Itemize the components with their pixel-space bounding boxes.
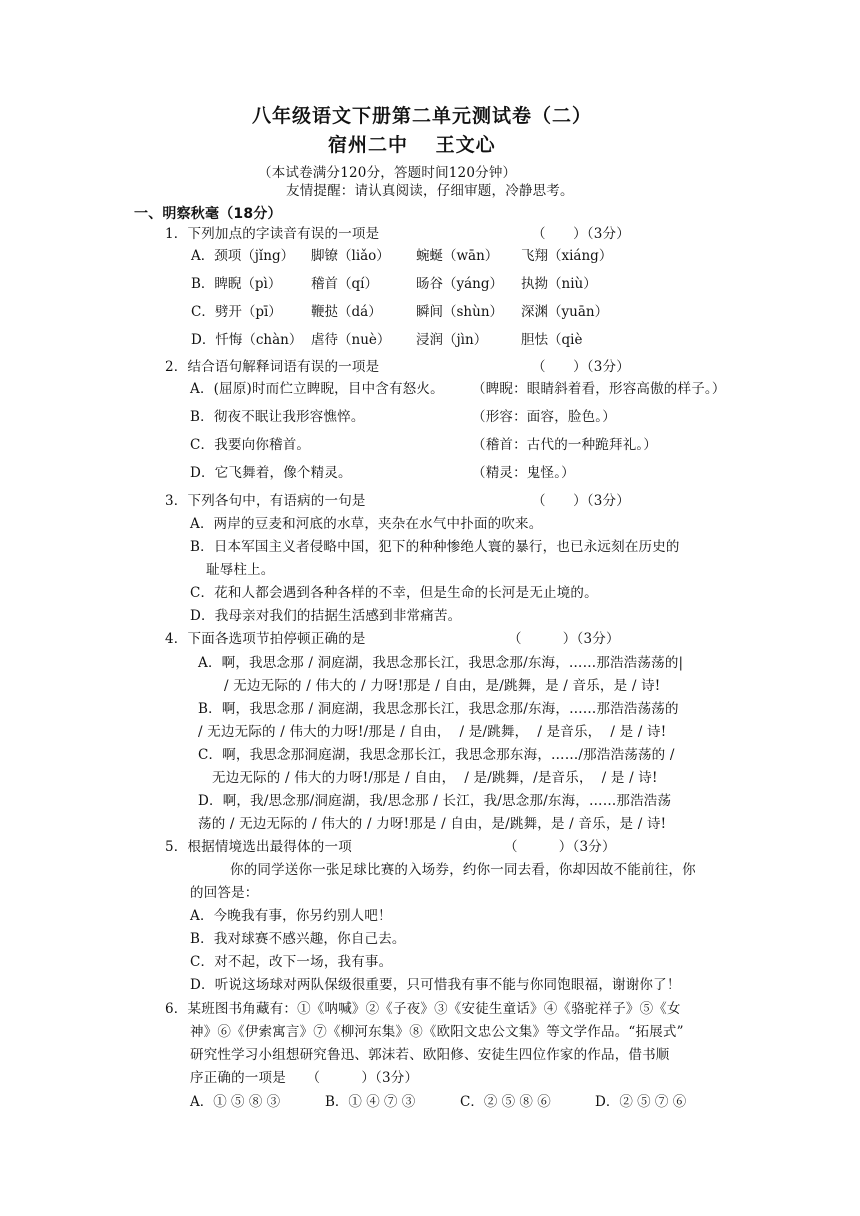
q5-option: D．听说这场球对两队保级很重要，只可惜我有事不能与你同饱眼福，谢谢你了！ <box>190 977 681 993</box>
q5-context-continued: 的回答是： <box>190 885 259 901</box>
q1-answer-blank[interactable]: （ ）（3分） <box>532 226 630 242</box>
q4-answer-blank[interactable]: （ ）（3分） <box>508 631 620 647</box>
q4-option-continued: 无边无际的 / 伟大的力呀!/那是 / 自由， / 是/跳舞，/是音乐， / 是 / 诗! <box>212 770 658 786</box>
q3-option: B．日本军国主义者侵略中国，犯下的种种惨绝人寰的暴行，也已永远刻在历史的 <box>190 539 680 555</box>
q2-answer-blank[interactable]: （ ）（3分） <box>532 359 630 375</box>
q1-word: 瞬间（shùn） <box>416 304 504 320</box>
q6-option: B．① ④ ⑦ ③ <box>325 1094 416 1110</box>
q3-option: A．两岸的豆麦和河底的水草，夹杂在水气中扑面的吹来。 <box>190 516 543 532</box>
q1-option-row <box>191 274 661 294</box>
q1-option-row <box>191 246 661 266</box>
q1-word: 胆怯（qiè <box>521 332 583 348</box>
q3-option-continued: 耻辱柱上。 <box>206 562 275 578</box>
q1-word: 浸润（jìn） <box>416 332 488 348</box>
q6-option: D．② ⑤ ⑦ ⑥ <box>595 1094 687 1110</box>
q1-word: 虐待（nuè） <box>311 332 391 348</box>
q2-option: B．彻夜不眠让我形容憔悴。 <box>190 409 365 425</box>
q6-options-row <box>190 1092 730 1112</box>
q1-word: 稽首（qí） <box>311 276 378 292</box>
q3-option: D．我母亲对我们的拮据生活感到非常痛苦。 <box>190 608 462 624</box>
q3-stem: 3．下列各句中，有语病的一句是 <box>165 493 366 509</box>
q1-word: 鞭挞（dá） <box>311 304 382 320</box>
q5-option: A．今晚我有事，你另约别人吧！ <box>190 908 392 924</box>
q6-stem-continued: 神》⑥《伊索寓言》⑦《柳河东集》⑧《欧阳文忠公文集》等文学作品。“拓展式” <box>190 1024 684 1040</box>
exam-title: 八年级语文下册第二单元测试卷（二） <box>252 105 593 127</box>
q4-option: C．啊，我思念那洞庭湖，我思念那长江，我思念那东海，……/那浩浩荡荡的 / <box>198 747 675 763</box>
q3-option: C．花和人都会遇到各种各样的不幸，但是生命的长河是无止境的。 <box>190 585 598 601</box>
q4-option: A．啊，我思念那 / 洞庭湖，我思念那长江，我思念那/东海，……那浩浩荡荡的| <box>198 655 684 671</box>
q2-explanation: （稽首：古代的一种跪拜礼。） <box>472 437 658 453</box>
q5-option: C．对不起，改下一场，我有事。 <box>190 954 393 970</box>
q1-word: 蜿蜒（wān） <box>416 248 499 264</box>
author-line: 宿州二中 王文心 <box>328 134 496 156</box>
q4-option-continued: 荡的 / 无边无际的 / 伟大的 / 力呀!那是 / 自由，是/跳舞，是 / 音乐，是 / 诗! <box>198 816 667 832</box>
q2-option: D．它飞舞着，像个精灵。 <box>190 465 352 481</box>
q2-option: A．(屈原)时而伫立睥睨，目中含有怒火。 <box>190 381 444 397</box>
section-heading: 一、明察秋毫（18分） <box>134 206 282 222</box>
q1-word: B．睥睨（pì） <box>191 276 282 292</box>
q4-option-continued: / 无边无际的 / 伟大的力呀!/那是 / 自由， / 是/跳舞， / 是音乐， / 是 / 诗! <box>198 724 667 740</box>
q1-option-row <box>191 330 661 350</box>
q2-stem: 2．结合语句解释词语有误的一项是 <box>165 359 380 375</box>
q1-word: A．颈项（jǐng） <box>191 248 295 264</box>
q2-explanation: （睥睨：眼睛斜着看，形容高傲的样子。） <box>472 381 726 397</box>
q1-word: 飞翔（xiáng） <box>521 248 613 264</box>
q4-option: D．啊，我/思念那/洞庭湖，我/思念那 / 长江，我/思念那/东海，……那浩浩荡 <box>198 793 672 809</box>
q5-option: B．我对球赛不感兴趣，你自己去。 <box>190 931 406 947</box>
q4-option: B．啊，我思念那 / 洞庭湖，我思念那长江，我思念那/东海，……那浩浩荡荡的 <box>198 701 679 717</box>
q1-word: 旸谷（yáng） <box>416 276 504 292</box>
q1-stem: 1．下列加点的字读音有误的一项是 <box>165 226 380 242</box>
q1-option-row <box>191 302 661 322</box>
q1-word: 深渊（yuān） <box>521 304 609 320</box>
q1-word: 执拗（niù） <box>521 276 597 292</box>
q6-stem-continued: 研究性学习小组想研究鲁迅、郭沫若、欧阳修、安徒生四位作家的作品，借书顺 <box>190 1047 670 1063</box>
q5-stem: 5．根据情境选出最得体的一项 <box>165 839 352 855</box>
q6-option: A．① ⑤ ⑧ ③ <box>190 1094 281 1110</box>
q3-answer-blank[interactable]: （ ）（3分） <box>532 493 630 509</box>
q1-word: C．劈开（pī） <box>191 304 282 320</box>
q2-explanation: （精灵：鬼怪。） <box>472 465 575 481</box>
q4-option-continued: / 无边无际的 / 伟大的 / 力呀!那是 / 自由，是/跳舞，是 / 音乐，是 / 诗! <box>224 678 661 694</box>
q5-answer-blank[interactable]: （ ）（3分） <box>504 839 616 855</box>
q6-stem-continued[interactable]: 序正确的一项是 （ ）（3分） <box>190 1070 419 1086</box>
q6-option: C．② ⑤ ⑧ ⑥ <box>460 1094 551 1110</box>
q4-stem: 4．下面各选项节拍停顿正确的是 <box>165 631 366 647</box>
q1-word: 脚镣（liǎo） <box>311 248 390 264</box>
q5-context: 你的同学送你一张足球比赛的入场券，约你一同去看，你却因故不能前往，你 <box>230 862 696 878</box>
q6-stem: 6．某班图书角藏有：①《呐喊》②《子夜》③《安徒生童话》④《骆驼祥子》⑤《女 <box>165 1001 681 1017</box>
q2-explanation: （形容：面容，脸色。） <box>472 409 616 425</box>
exam-note: （本试卷满分120分，答题时间120分钟） <box>258 165 517 181</box>
q1-word: D．忏悔（chàn） <box>191 332 303 348</box>
q2-option: C．我要向你稽首。 <box>190 437 311 453</box>
friendly-tip: 友情提醒：请认真阅读，仔细审题，冷静思考。 <box>286 183 574 199</box>
